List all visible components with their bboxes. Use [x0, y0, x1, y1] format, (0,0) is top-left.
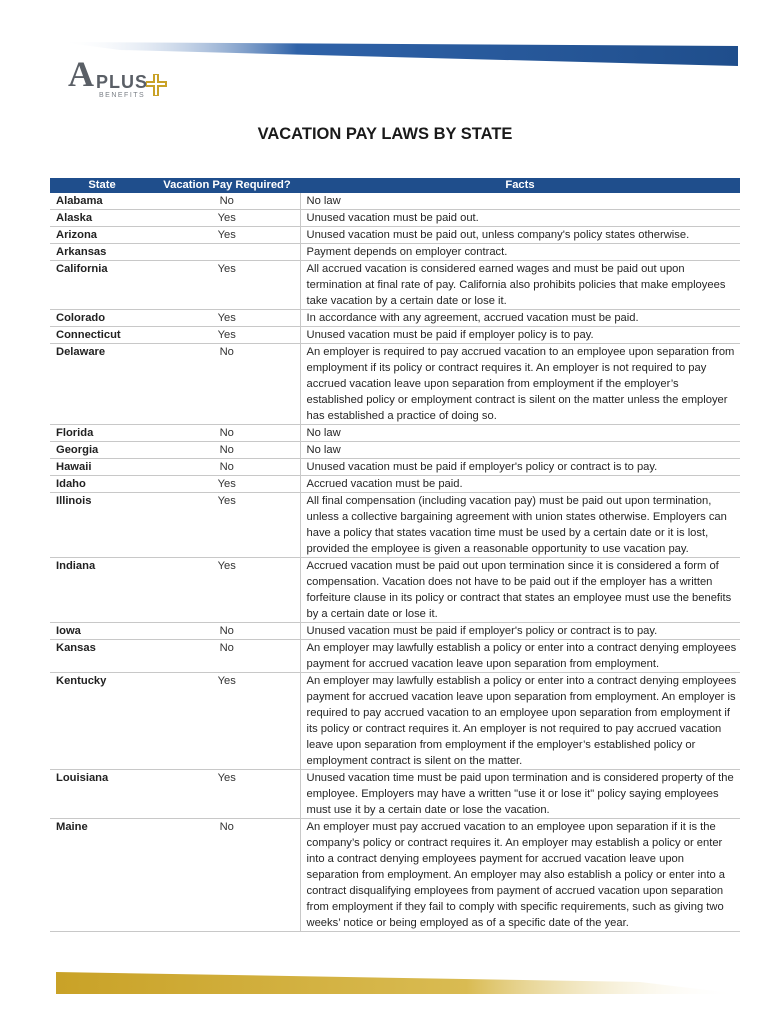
state-facts: Unused vacation must be paid if employer's policy or contract is to pay.	[300, 623, 740, 640]
page-title: VACATION PAY LAWS BY STATE	[257, 125, 513, 143]
aplus-benefits-logo	[68, 56, 168, 106]
state-name: Arizona	[50, 227, 154, 244]
vacation-pay-required: Yes	[154, 227, 300, 244]
state-name: Arkansas	[50, 244, 154, 261]
state-facts: No law	[300, 193, 740, 210]
table-row	[50, 623, 740, 640]
table-row	[50, 640, 740, 673]
vacation-pay-required	[154, 244, 300, 261]
vacation-pay-required: No	[154, 640, 300, 673]
vacation-pay-required: No	[154, 623, 300, 640]
table-row	[50, 344, 740, 425]
state-facts: Unused vacation must be paid out.	[300, 210, 740, 227]
column-header-state: State	[50, 178, 154, 193]
footer-band	[0, 960, 770, 1000]
state-name: Connecticut	[50, 327, 154, 344]
state-facts: Unused vacation must be paid if employer's policy or contract is to pay.	[300, 459, 740, 476]
state-facts: All final compensation (including vacation pay) must be paid out upon termination, unless a collective bargaining agreement with union states otherwise. Employers can have a policy that states vacation time must be used by a certain date or it is lost, provided the employee is given a reasonable opportunity to use vacation pay.	[300, 493, 740, 558]
state-name: Florida	[50, 425, 154, 442]
state-name: Alaska	[50, 210, 154, 227]
state-name: Louisiana	[50, 770, 154, 819]
state-facts: All accrued vacation is considered earned wages and must be paid out upon termination at final rate of pay. California also prohibits policies that make employees take vacation by a certain date or lose it.	[300, 261, 740, 310]
state-name: Iowa	[50, 623, 154, 640]
vacation-pay-required: No	[154, 425, 300, 442]
state-name: Alabama	[50, 193, 154, 210]
vacation-pay-required: Yes	[154, 476, 300, 493]
vacation-pay-required: Yes	[154, 493, 300, 558]
table-row	[50, 476, 740, 493]
vacation-pay-required: No	[154, 819, 300, 932]
table-row	[50, 244, 740, 261]
state-facts: No law	[300, 425, 740, 442]
state-name: Idaho	[50, 476, 154, 493]
column-header-facts: Facts	[300, 178, 740, 193]
table-row	[50, 227, 740, 244]
logo-tagline: BENEFITS	[99, 92, 146, 99]
table-row	[50, 770, 740, 819]
state-facts: An employer may lawfully establish a policy or enter into a contract denying employees payment for accrued vacation leave upon separation from employment.	[300, 640, 740, 673]
vacation-pay-required: Yes	[154, 327, 300, 344]
state-name: Kentucky	[50, 673, 154, 770]
state-name: Hawaii	[50, 459, 154, 476]
logo-initial: A	[68, 54, 94, 94]
state-facts: Accrued vacation must be paid out upon termination since it is considered a form of compensation. Vacation does not have to be paid out if the employer has a written forfeiture clause in its policy or contract that states an employee must use the benefits by a certain date or lose it.	[300, 558, 740, 623]
logo-wordmark: PLUS	[96, 72, 149, 92]
table-row	[50, 193, 740, 210]
table-row	[50, 442, 740, 459]
table-row	[50, 210, 740, 227]
vacation-pay-required: Yes	[154, 210, 300, 227]
vacation-pay-required: No	[154, 442, 300, 459]
state-name: Georgia	[50, 442, 154, 459]
state-facts: Unused vacation must be paid if employer policy is to pay.	[300, 327, 740, 344]
state-facts: An employer must pay accrued vacation to an employee upon separation if it is the company’s policy or contract requires it. An employer may establish a policy or enter into a contract denying employees payment for accrued vacation leave upon separation from employment. An employer may also establish a policy or enter into a contract disqualifying employees from payment of accrued vacation upon separation from employment if they fail to comply with specific requirements, such as giving two weeks’ notice or being employed as of a specific date of the year.	[300, 819, 740, 932]
state-facts: Unused vacation time must be paid upon termination and is considered property of the employee. Employers may have a written "use it or lose it" policy saying employees must use it by a certain date or lose the vacation.	[300, 770, 740, 819]
state-facts: Unused vacation must be paid out, unless company's policy states otherwise.	[300, 227, 740, 244]
table-row	[50, 558, 740, 623]
state-name: Maine	[50, 819, 154, 932]
table-row	[50, 327, 740, 344]
state-name: Illinois	[50, 493, 154, 558]
table-row	[50, 310, 740, 327]
vacation-pay-required: No	[154, 459, 300, 476]
state-facts: No law	[300, 442, 740, 459]
vacation-pay-required: Yes	[154, 558, 300, 623]
table-header-row	[50, 178, 740, 193]
vacation-pay-required: Yes	[154, 673, 300, 770]
state-facts: Payment depends on employer contract.	[300, 244, 740, 261]
plus-cross-icon	[146, 74, 168, 96]
vacation-pay-required: Yes	[154, 261, 300, 310]
vacation-pay-required: Yes	[154, 310, 300, 327]
state-name: California	[50, 261, 154, 310]
table-row	[50, 459, 740, 476]
table-row	[50, 261, 740, 310]
state-facts: An employer is required to pay accrued vacation to an employee upon separation from employment if its policy or contract requires it. An employer is not required to pay accrued vacation leave upon separation from employment if the employer’s established policy or employment contract is silent on the matter unless the employer has established a practice of doing so.	[300, 344, 740, 425]
state-facts: An employer may lawfully establish a policy or enter into a contract denying employees payment for accrued vacation leave upon separation from employment. An employer is required to pay accrued vacation to an employee upon separation from employment if its policy or contract requires it. An employer is not required to pay accrued vacation leave upon separation from employment if the employer’s established policy or employment contract is silent on the matter.	[300, 673, 740, 770]
vacation-pay-required: No	[154, 344, 300, 425]
table-row	[50, 819, 740, 932]
state-name: Indiana	[50, 558, 154, 623]
state-name: Kansas	[50, 640, 154, 673]
table-row	[50, 425, 740, 442]
state-facts: Accrued vacation must be paid.	[300, 476, 740, 493]
vacation-pay-required: Yes	[154, 770, 300, 819]
vacation-pay-required: No	[154, 193, 300, 210]
column-header-required: Vacation Pay Required?	[154, 178, 300, 193]
state-name: Colorado	[50, 310, 154, 327]
table-row	[50, 493, 740, 558]
table-row	[50, 673, 740, 770]
state-name: Delaware	[50, 344, 154, 425]
state-facts: In accordance with any agreement, accrued vacation must be paid.	[300, 310, 740, 327]
vacation-laws-table	[50, 178, 740, 932]
